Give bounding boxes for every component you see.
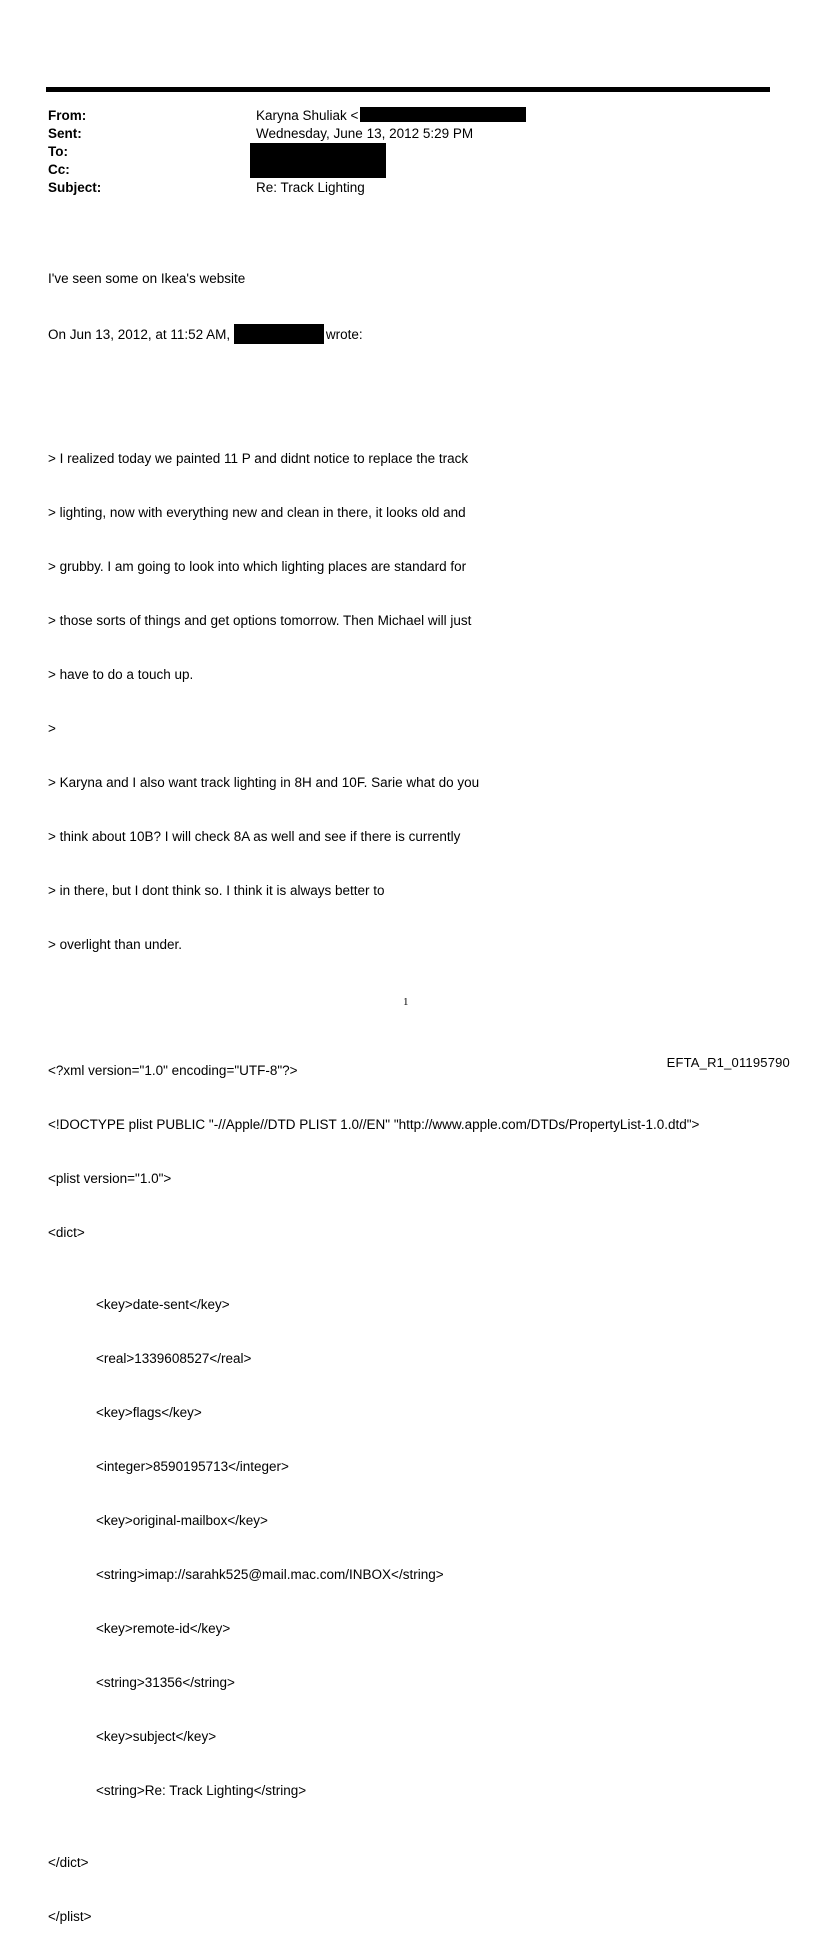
subject-value: Re: Track Lighting (256, 180, 365, 195)
plist-line: </dict> (48, 1855, 89, 1870)
plist-dict-line: <key>flags</key> (96, 1405, 202, 1420)
plist-line: <!DOCTYPE plist PUBLIC "-//Apple//DTD PLIST 1.0//EN" "http://www.apple.com/DTDs/PropertyList-1.0.dtd"> (48, 1117, 700, 1132)
from-value (256, 107, 526, 125)
to-label: To: (48, 144, 68, 159)
plist-dict-line: <key>original-mailbox</key> (96, 1513, 268, 1528)
redaction-sender-name (234, 324, 324, 344)
wrote-prefix: On Jun 13, 2012, at 11:52 AM, (48, 327, 231, 342)
plist-dict-line: <real>1339608527</real> (96, 1351, 252, 1366)
from-row (48, 107, 768, 125)
quoted-line: > those sorts of things and get options tomorrow. Then Michael will just (48, 613, 472, 628)
quoted-line: > lighting, now with everything new and clean in there, it looks old and (48, 505, 466, 520)
subject-label: Subject: (48, 180, 102, 195)
quoted-line: > I realized today we painted 11 P and didnt notice to replace the track (48, 451, 469, 466)
plist-line: <dict> (48, 1225, 85, 1240)
plist-dict-line: <integer>8590195713</integer> (96, 1459, 289, 1474)
quoted-line: > (48, 721, 56, 736)
quoted-line: > grubby. I am going to look into which lighting places are standard for (48, 559, 467, 574)
redaction-from-email (360, 107, 526, 122)
wrote-line (48, 324, 768, 342)
sent-row (48, 125, 768, 143)
redaction-to-cc (250, 143, 386, 178)
email-body (48, 234, 768, 1944)
wrote-suffix: wrote: (325, 327, 363, 342)
email-header (48, 107, 768, 197)
to-row (48, 143, 768, 161)
spacer (48, 378, 768, 396)
cc-label: Cc: (48, 162, 70, 177)
sent-value: Wednesday, June 13, 2012 5:29 PM (256, 126, 474, 141)
plist-dict-line: <string>Re: Track Lighting</string> (96, 1783, 307, 1798)
plist-line: <?xml version="1.0" encoding="UTF-8"?> (48, 1063, 298, 1078)
from-name: Karyna Shuliak < (256, 108, 359, 123)
quoted-line: > Karyna and I also want track lighting in 8H and 10F. Sarie what do you (48, 775, 480, 790)
plist-dict-line: <string>31356</string> (96, 1675, 235, 1690)
quoted-line: > have to do a touch up. (48, 667, 194, 682)
plist-line: <plist version="1.0"> (48, 1171, 172, 1186)
page-number: 1 (403, 996, 409, 1008)
plist-dict-line: <key>remote-id</key> (96, 1621, 231, 1636)
reply-line: I've seen some on Ikea's website (48, 271, 246, 286)
sent-label: Sent: (48, 126, 82, 141)
subject-row (48, 179, 768, 197)
plist-dict-line: <string>imap://sarahk525@mail.mac.com/INBOX</string> (96, 1567, 444, 1582)
quoted-line: > think about 10B? I will check 8A as well and see if there is currently (48, 829, 461, 844)
plist-dict-line: <key>subject</key> (96, 1729, 217, 1744)
plist-dict-line: <key>date-sent</key> (96, 1297, 230, 1312)
header-rule (46, 87, 770, 92)
cc-row (48, 161, 768, 179)
quoted-line: > in there, but I dont think so. I think it is always better to (48, 883, 385, 898)
plist-line: </plist> (48, 1909, 92, 1924)
from-label: From: (48, 108, 87, 123)
quoted-line: > overlight than under. (48, 937, 182, 952)
bates-number: EFTA_R1_01195790 (666, 1055, 790, 1070)
